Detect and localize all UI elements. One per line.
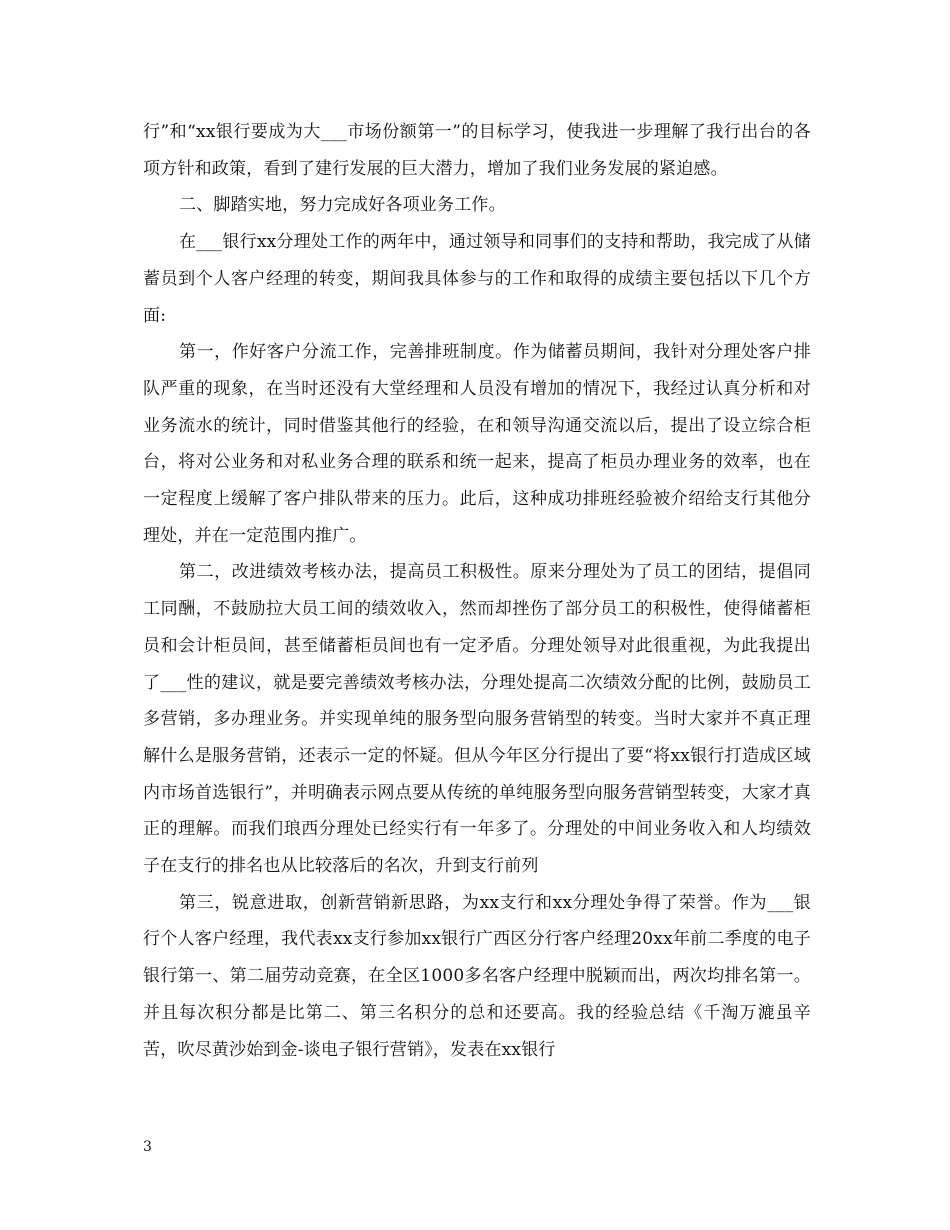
paragraph-6: 第三，锐意进取，创新营销新思路，为xx支行和xx分理处争得了荣誉。作为___银行个人客户经理，我代表xx支行参加xx银行广西区分行客户经理20xx年前二季度的电子银行第一、第二届劳动竞赛，在全区1000多名客户经理中脱颖而出，两次均排名第一。并且每次积分都是比第二、第三名积分的总和还要高。我的经验总结《千淘万漉虽辛苦，吹尽黄沙始到金-谈电子银行营销》，发表在xx银行 xyxy=(143,892,811,1060)
paragraph-1: 行”和“xx银行要成为大___市场份额第一”的目标学习，使我进一步理解了我行出台的各项方针和政策，看到了建行发展的巨大潜力，增加了我们业务发展的紧迫感。 xyxy=(143,122,811,179)
paragraph-4: 第一，作好客户分流工作，完善排班制度。作为储蓄员期间，我针对分理处客户排队严重的现象，在当时还没有大堂经理和人员没有增加的情况下，我经过认真分析和对业务流水的统计，同时借鉴其他行的经验，在和领导沟通交流以后，提出了设立综合柜台，将对公业务和对私业务合理的联系和统一起来，提高了柜员办理业务的效率，也在一定程度上缓解了客户排队带来的压力。此后，这种成功排班经验被介绍给支行其他分理处，并在一定范围内推广。 xyxy=(143,342,811,546)
body-text xyxy=(143,114,811,1068)
paragraph-3: 在___银行xx分理处工作的两年中，通过领导和同事们的支持和帮助，我完成了从储蓄员到个人客户经理的转变，期间我具体参与的工作和取得的成绩主要包括以下几个方面: xyxy=(143,232,811,326)
paragraph-2-heading: 二、脚踏实地，努力完成好各项业务工作。 xyxy=(179,195,506,216)
paragraph-5: 第二，改进绩效考核办法，提高员工积极性。原来分理处为了员工的团结，提倡同工同酬，不鼓励拉大员工间的绩效收入，然而却挫伤了部分员工的积极性，使得储蓄柜员和会计柜员间，甚至储蓄柜员间也有一定矛盾。分理处领导对此很重视，为此我提出了___性的建议，就是要完善绩效考核办法，分理处提高二次绩效分配的比例，鼓励员工多营销，多办理业务。并实现单纯的服务型向服务营销型的转变。当时大家并不真正理解什么是服务营销，还表示一定的怀疑。但从今年区分行提出了要“将xx银行打造成区域内市场首选银行”，并明确表示网点要从传统的单纯服务型向服务营销型转变，大家才真正的理解。而我们琅西分理处已经实行有一年多了。分理处的中间业务收入和人均绩效子在支行的排名也从比较落后的名次，升到支行前列 xyxy=(143,562,811,877)
page-number: 3 xyxy=(143,1139,152,1155)
